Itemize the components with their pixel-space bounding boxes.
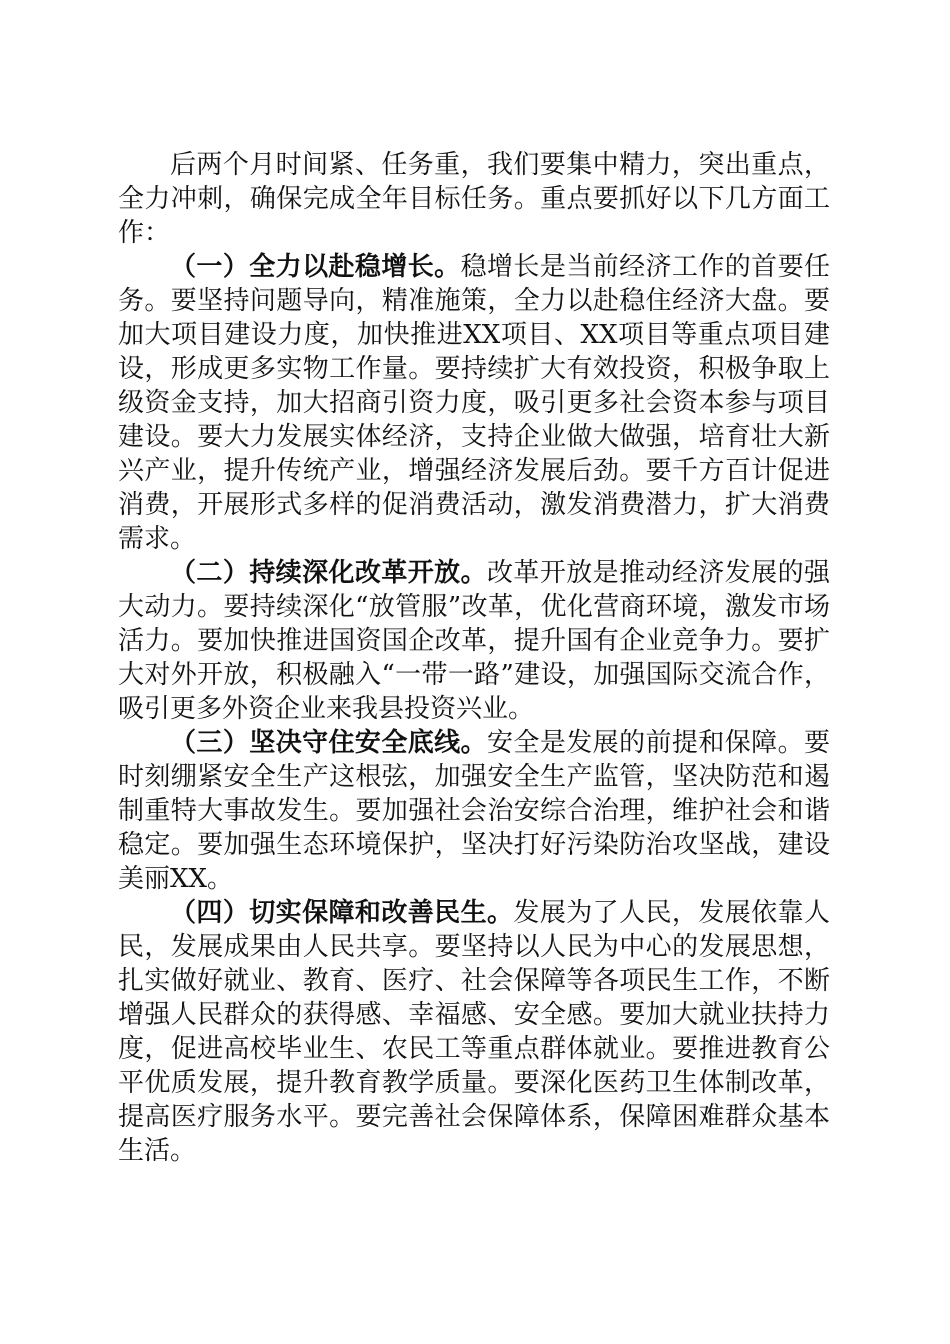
section-1-paragraph: [118, 250, 830, 556]
section-2-body: 改革开放是推动经济发展的强大动力。要持续深化“放管服”改革，优化营商环境，激发市场活力。要加快推进国资国企改革，提升国有企业竞争力。要扩大对外开放，积极融入“一带一路”建设，加强国际交流合作，吸引更多外资企业来我县投资兴业。: [118, 558, 830, 724]
section-3-paragraph: [118, 726, 830, 896]
section-1-body: 稳增长是当前经济工作的首要任务。要坚持问题导向，精准施策，全力以赴稳住经济大盘。要加大项目建设力度，加快推进XX项目、XX项目等重点项目建设，形成更多实物工作量。要持续扩大有效投资，积极争取上级资金支持，加大招商引资力度，吸引更多社会资本参与项目建设。要大力发展实体经济，支持企业做大做强，培育壮大新兴产业，提升传统产业，增强经济发展后劲。要千方百计促进消费，开展形式多样的促消费活动，激发消费潜力，扩大消费需求。: [118, 252, 830, 554]
section-2-paragraph: [118, 556, 830, 726]
section-4-body: 发展为了人民，发展依靠人民，发展成果由人民共享。要坚持以人民为中心的发展思想，扎实做好就业、教育、医疗、社会保障等各项民生工作，不断增强人民群众的获得感、幸福感、安全感。要加大就业扶持力度，促进高校毕业生、农民工等重点群体就业。要推进教育公平优质发展，提升教育教学质量。要深化医药卫生体制改革，提高医疗服务水平。要完善社会保障体系，保障困难群众基本生活。: [118, 898, 830, 1166]
intro-paragraph: 后两个月时间紧、任务重，我们要集中精力，突出重点，全力冲刺，确保完成全年目标任务。重点要抓好以下几方面工作：: [118, 150, 830, 248]
section-3-body: 安全是发展的前提和保障。要时刻绷紧安全生产这根弦，加强安全生产监管，坚决防范和遏制重特大事故发生。要加强社会治安综合治理，维护社会和谐稳定。要加强生态环境保护，坚决打好污染防治攻坚战，建设美丽XX。: [118, 728, 830, 894]
section-1-heading: （一）全力以赴稳增长。: [170, 252, 461, 282]
section-4-heading: （四）切实保障和改善民生。: [170, 898, 514, 928]
section-3-heading: （三）坚决守住安全底线。: [170, 728, 487, 758]
section-4-paragraph: [118, 896, 830, 1168]
section-2-heading: （二）持续深化改革开放。: [170, 558, 487, 588]
document-page: [118, 148, 830, 1168]
